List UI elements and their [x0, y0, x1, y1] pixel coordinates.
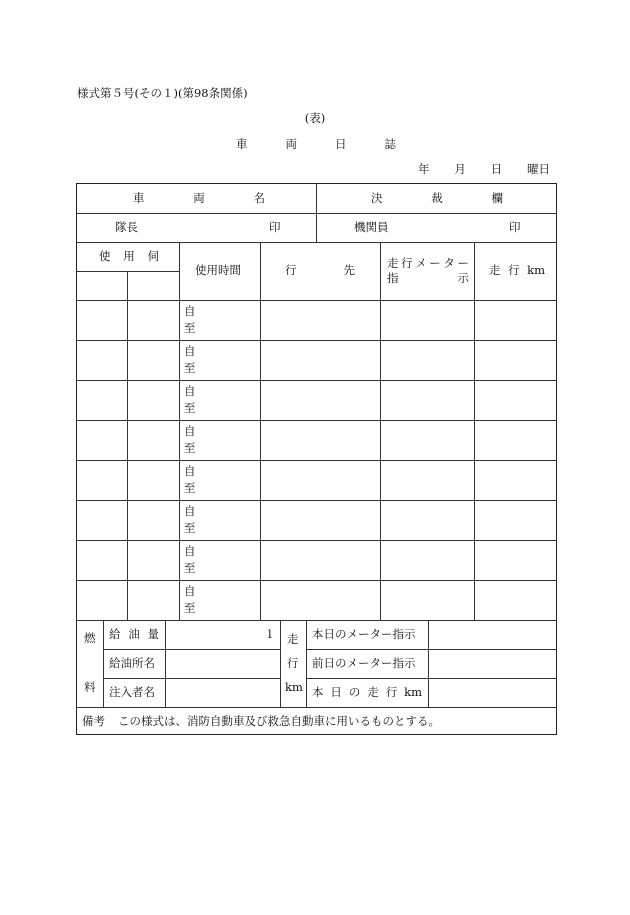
date-year-label: 年 — [418, 162, 430, 176]
label-char: 行 — [401, 256, 413, 270]
rule — [306, 649, 557, 650]
row-to-label: 至 — [184, 561, 196, 575]
date-month-label: 月 — [454, 162, 466, 176]
engineer-seal: 印 — [509, 220, 521, 234]
row-from-label: 自 — [184, 304, 196, 318]
label-char: 走 — [367, 685, 379, 699]
rule — [280, 620, 281, 707]
rule — [77, 213, 557, 214]
today-meter-label: 本日のメーター指示 — [312, 627, 416, 641]
date-day-label: 日 — [490, 162, 503, 176]
rule — [428, 620, 429, 707]
form-number: 様式第５号(その１)(第98条関係) — [77, 86, 248, 100]
label-char: 欄 — [491, 191, 503, 205]
title-char: 両 — [285, 137, 297, 151]
label-char: 本 — [312, 685, 324, 699]
destination-header — [285, 265, 355, 277]
label-char: 日 — [330, 685, 342, 699]
rule — [77, 420, 557, 421]
meter-header-line2 — [387, 273, 469, 285]
row-to-label: 至 — [184, 481, 196, 495]
run-km-label: 行 — [287, 656, 299, 670]
date-line — [418, 161, 550, 177]
run-km-label: 走 — [287, 632, 299, 646]
remarks-text: この様式は、消防自動車及び救急自動車に用いるものとする。 — [118, 714, 440, 728]
label-char: 給 — [109, 627, 121, 641]
label-char: 油 — [128, 627, 140, 641]
title-char: 車 — [236, 137, 248, 151]
row-from-label: 自 — [184, 384, 196, 398]
filler-name-label: 注入者名 — [109, 685, 155, 699]
row-to-label: 至 — [184, 321, 196, 335]
label-char: ー — [429, 256, 441, 270]
label-char: 使 — [99, 249, 111, 263]
label-char: 決 — [371, 191, 383, 205]
captain-seal: 印 — [269, 220, 281, 234]
distance-header — [489, 265, 545, 277]
label-char: 量 — [147, 627, 159, 641]
rule — [77, 620, 557, 621]
rule — [165, 620, 166, 707]
rule — [77, 460, 557, 461]
label-char: 裁 — [431, 191, 443, 205]
label-char: 示 — [457, 271, 469, 285]
rule — [103, 620, 104, 707]
row-from-label: 自 — [184, 344, 196, 358]
fuel-station-label: 給油所名 — [109, 656, 155, 670]
title-char: 日 — [335, 137, 347, 151]
label-char: 先 — [343, 263, 355, 277]
row-from-label: 自 — [184, 464, 196, 478]
usage-time-header: 使用時間 — [195, 263, 241, 277]
label-char: 指 — [387, 271, 399, 285]
rule — [77, 580, 557, 581]
rule — [77, 242, 557, 243]
row-to-label: 至 — [184, 401, 196, 415]
captain-label: 隊長 — [115, 220, 138, 234]
row-to-label: 至 — [184, 601, 196, 615]
vehicle-log-form — [76, 183, 557, 735]
label-char: 行 — [508, 263, 520, 277]
label-char: 両 — [193, 191, 205, 205]
label-char: タ — [443, 256, 455, 270]
rule — [77, 340, 557, 341]
rule — [77, 500, 557, 501]
label-char: 行 — [285, 263, 297, 277]
rule — [103, 649, 280, 650]
meter-header-line1 — [387, 258, 469, 270]
rule — [380, 242, 381, 620]
engineer-label: 機関員 — [354, 220, 389, 234]
row-to-label: 至 — [184, 521, 196, 535]
label-char: 車 — [133, 191, 145, 205]
row-from-label: 自 — [184, 544, 196, 558]
rule — [77, 300, 557, 301]
label-char: km — [404, 685, 422, 699]
label-char: 走 — [489, 263, 501, 277]
approval-label — [371, 193, 503, 205]
rule — [77, 380, 557, 381]
rule — [306, 620, 307, 707]
rule — [260, 242, 261, 620]
rule — [127, 271, 128, 620]
row-from-label: 自 — [184, 504, 196, 518]
label-char: 用 — [123, 249, 135, 263]
label-char: 伺 — [147, 249, 159, 263]
fuel-label: 料 — [84, 680, 96, 694]
date-weekday-label: 曜日 — [526, 162, 550, 176]
row-to-label: 至 — [184, 361, 196, 375]
label-char: の — [348, 685, 361, 699]
previous-meter-label: 前日のメーター指示 — [312, 656, 416, 670]
row-to-label: 至 — [184, 441, 196, 455]
label-char: ー — [457, 256, 469, 270]
rule — [77, 540, 557, 541]
row-from-label: 自 — [184, 424, 196, 438]
rule — [179, 242, 180, 620]
label-char: メ — [415, 256, 427, 270]
label-char: 行 — [385, 685, 398, 699]
remarks-label: 備考 — [82, 714, 105, 728]
rule — [77, 271, 179, 272]
title-char: 誌 — [384, 137, 396, 151]
rule — [77, 707, 557, 708]
label-char: 名 — [253, 191, 265, 205]
page-title — [236, 136, 396, 152]
rule — [316, 184, 317, 242]
rule — [306, 678, 557, 679]
label-char: km — [527, 263, 545, 277]
rule — [103, 678, 280, 679]
today-run-label — [312, 687, 422, 699]
rule — [474, 242, 475, 620]
row-from-label: 自 — [184, 584, 196, 598]
fuel-amount-label — [109, 629, 159, 641]
vehicle-name-label — [133, 193, 265, 205]
usage-request-label — [99, 251, 159, 263]
label-char: 走 — [387, 256, 399, 270]
fuel-unit: l — [268, 627, 272, 641]
run-km-label: km — [285, 680, 303, 694]
fuel-label: 燃 — [84, 631, 96, 645]
front-side-label: (表) — [304, 111, 326, 125]
